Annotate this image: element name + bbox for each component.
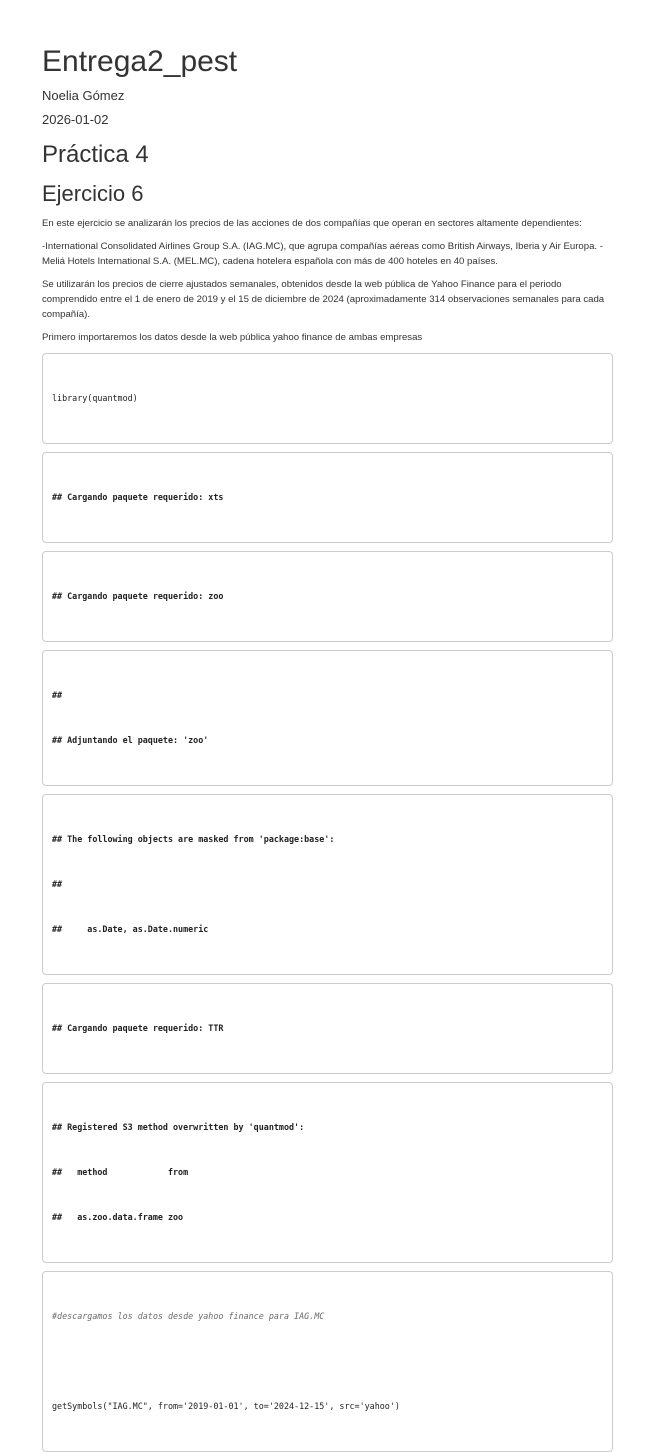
document-date: 2026-01-02 [42,112,109,127]
code-block-getsymbols [42,1271,613,1452]
document-title: Entrega2_pest [42,45,238,78]
code-blank-line [52,1354,603,1369]
output-block-zoo [42,551,613,642]
output-block-attach-zoo [42,650,613,786]
output-block-ttr [42,983,613,1074]
output-line: ## [52,690,63,700]
output-line: ## Cargando paquete requerido: TTR [52,1023,224,1033]
output-line: ## Adjuntando el paquete: 'zoo' [52,735,209,745]
section-title: Práctica 4 [42,141,149,168]
output-block-masked [42,794,613,975]
code-line: library(quantmod) [52,393,138,403]
code-block-library [42,353,613,444]
paragraph-companies: -International Consolidated Airlines Group S.A. (IAG.MC), que agrupa compañías aéreas como British Airways, Iberia y Air Europa. -Meliá Hotels International S.A. (MEL.MC), cadena hotelera española con más de 400 hoteles en 40 países. [42,241,603,267]
document-author: Noelia Gómez [42,88,125,103]
output-line: ## Cargando paquete requerido: zoo [52,591,224,601]
output-line: ## as.zoo.data.frame zoo [52,1212,184,1222]
output-line: ## method from [52,1167,189,1177]
paragraph-intro: En este ejercicio se analizarán los precios de las acciones de dos compañías que operan en sectores altamente dependientes: [42,218,582,229]
code-comment: #descargamos los datos desde yahoo finance para IAG.MC [52,1311,325,1321]
output-line: ## Cargando paquete requerido: xts [52,492,224,502]
output-line: ## Registered S3 method overwritten by 'quantmod': [52,1122,305,1132]
output-block-xts [42,452,613,543]
subsection-title: Ejercicio 6 [42,181,144,206]
output-line: ## The following objects are masked from 'package:base': [52,834,335,844]
output-block-s3-method [42,1082,613,1263]
paragraph-import: Primero importaremos los datos desde la web pública yahoo finance de ambas empresas [42,332,423,343]
output-line: ## as.Date, as.Date.numeric [52,924,209,934]
code-line: getSymbols("IAG.MC", from='2019-01-01', to='2024-12-15', src='yahoo') [52,1401,400,1411]
output-line: ## [52,879,63,889]
paragraph-data-source: Se utilizarán los precios de cierre ajustados semanales, obtenidos desde la web pública de Yahoo Finance para el periodo comprendido entre el 1 de enero de 2019 y el 15 de diciembre de 2024 (aproximadamente 314 observaciones semanales para cada compañía). [42,279,605,320]
